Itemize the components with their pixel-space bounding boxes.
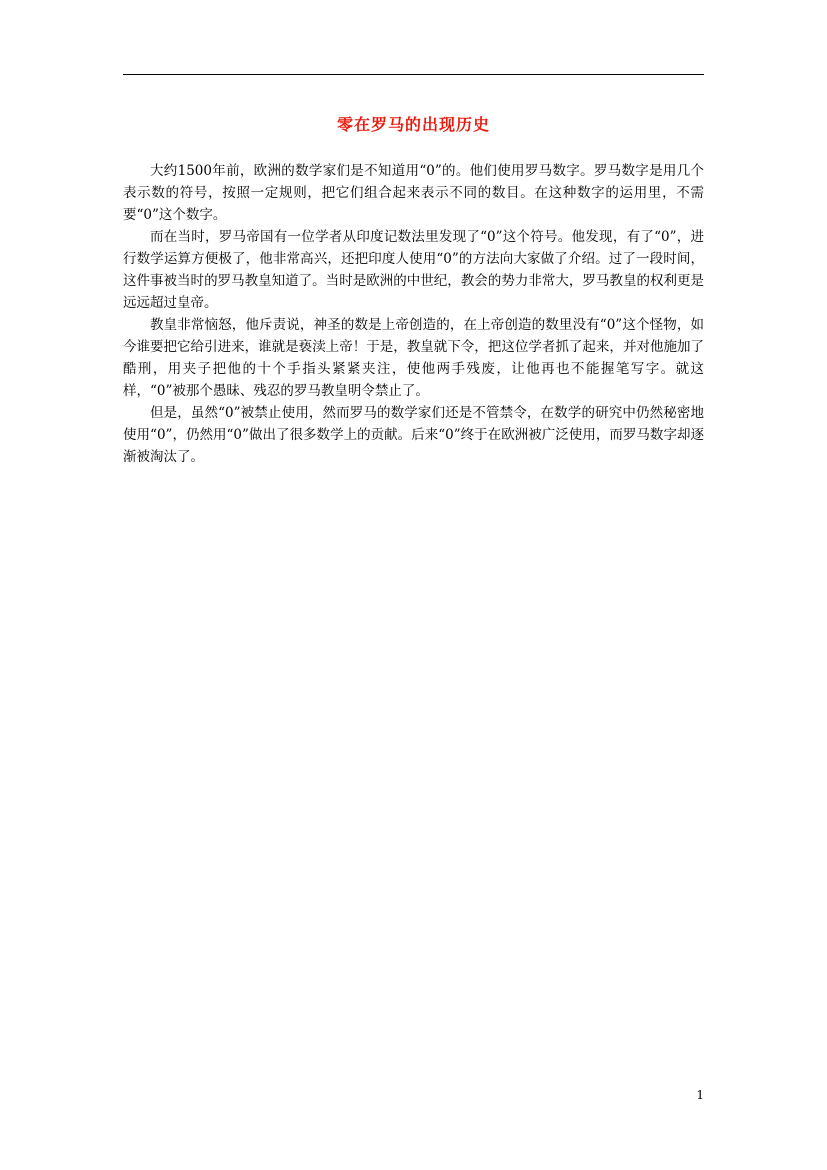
page-title: 零在罗马的出现历史 <box>336 115 490 134</box>
paragraph-2: 而在当时，罗马帝国有一位学者从印度记数法里发现了“0”这个符号。他发现，有了“0”，进行数学运算方便极了，他非常高兴，还把印度人使用“0”的方法向大家做了介绍。过了一段时间，这件事被当时的罗马教皇知道了。当时是欧洲的中世纪，教会的势力非常大，罗马教皇的权利更是远远超过皇帝。 <box>123 229 704 311</box>
article-body <box>123 160 704 468</box>
page-number: 1 <box>696 1088 704 1102</box>
header-rule <box>123 74 704 75</box>
paragraph-3: 教皇非常恼怒，他斥责说，神圣的数是上帝创造的，在上帝创造的数里没有“0”这个怪物，如今谁要把它给引进来，谁就是亵渎上帝！于是，教皇就下令，把这位学者抓了起来，并对他施加了酷刑，用夹子把他的十个手指头紧紧夹注，使他两手残废，让他再也不能握笔写字。就这样，“0”被那个愚昧、残忍的罗马教皇明令禁止了。 <box>123 317 704 399</box>
paragraph-1: 大约1500年前，欧洲的数学家们是不知道用“0”的。他们使用罗马数字。罗马数字是用几个表示数的符号，按照一定规则，把它们组合起来表示不同的数目。在这种数字的运用里，不需要“0”这个数字。 <box>123 163 704 223</box>
paragraph-4: 但是，虽然“0”被禁止使用，然而罗马的数学家们还是不管禁令，在数学的研究中仍然秘密地使用“0”，仍然用“0”做出了很多数学上的贡献。后来“0”终于在欧洲被广泛使用，而罗马数字却逐渐被淘汰了。 <box>123 405 704 465</box>
